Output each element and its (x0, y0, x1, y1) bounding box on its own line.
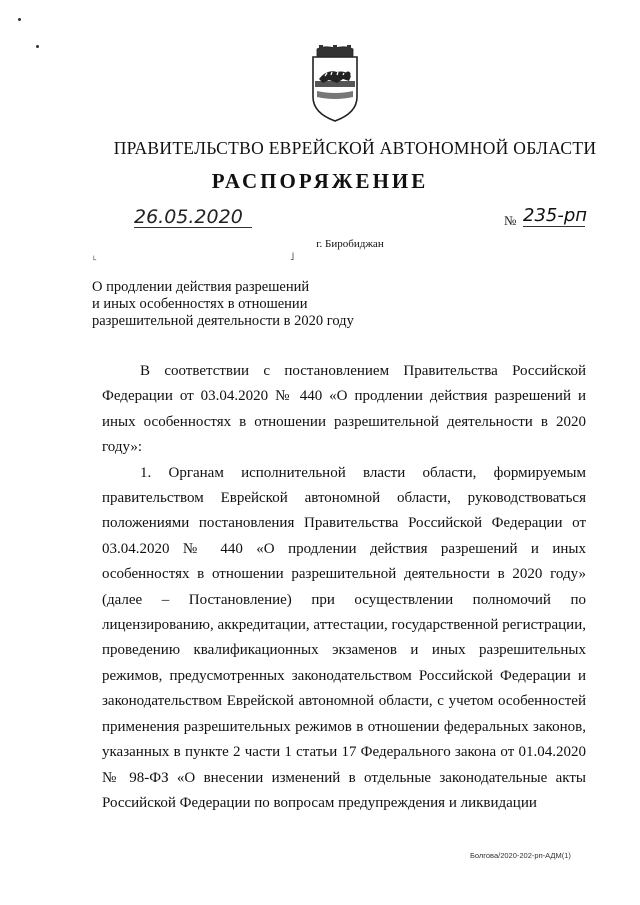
scan-speck (36, 45, 39, 48)
number-label: № (504, 213, 517, 228)
city-label: г. Биробиджан (316, 238, 384, 250)
document-subject (92, 279, 422, 330)
coat-of-arms-icon (307, 45, 363, 125)
subject-line: О продлении действия разрешений (92, 279, 310, 295)
body-paragraph: 1. Органам исполнительной власти области, формируемым правительством Еврейской автономной области, руководствоваться положениями постановления Правительства Российской Федерации от 03.04.2020 № 440 «О продлении действия разрешений и иных особенностях в отношении разрешительной деятельности в 2020 году» (далее – Постановление) при осуществлении полномочий по лицензированию, аккредитации, аттестации, государственной регистрации, проведению квалификационных экзаменов и иных разрешительных режимов, предусмотренных законодательством Российской Федерации и законодательством Еврейской автономной области, с учетом особенностей применения разрешительных режимов в отношении федеральных законов, указанных в пункте 2 части 1 статьи 17 Федерального закона от 01.04.2020 № 98-ФЗ «О внесении изменений в отдельные законодательные акты Российской Федерации по вопросам предупреждения и ликвидации (102, 464, 586, 811)
subject-line: разрешительной деятельности в 2020 году (92, 313, 354, 329)
document-body (102, 359, 586, 816)
subject-line: и иных особенностях в отношении (92, 296, 308, 312)
footer-document-code: Болгова/2020-202-рп-АДМ(1) (470, 851, 571, 860)
body-paragraph: В соответствии с постановлением Правительства Российской Федерации от 03.04.2020 № 440 «О продлении действия разрешений и иных особенностях в отношении разрешительной деятельности в 2020 году»: (102, 363, 586, 456)
organization-title: ПРАВИТЕЛЬСТВО ЕВРЕЙСКОЙ АВТОНОМНОЙ ОБЛАСТИ (113, 138, 597, 158)
document-date: 26.05.2020 (134, 207, 252, 228)
document-type-heading: РАСПОРЯЖЕНИЕ (211, 169, 429, 193)
corner-mark-left: ˪ (93, 251, 97, 263)
corner-mark-right: ˩ (290, 251, 295, 263)
scan-speck (18, 18, 21, 21)
document-number: 235-рп (523, 205, 588, 226)
